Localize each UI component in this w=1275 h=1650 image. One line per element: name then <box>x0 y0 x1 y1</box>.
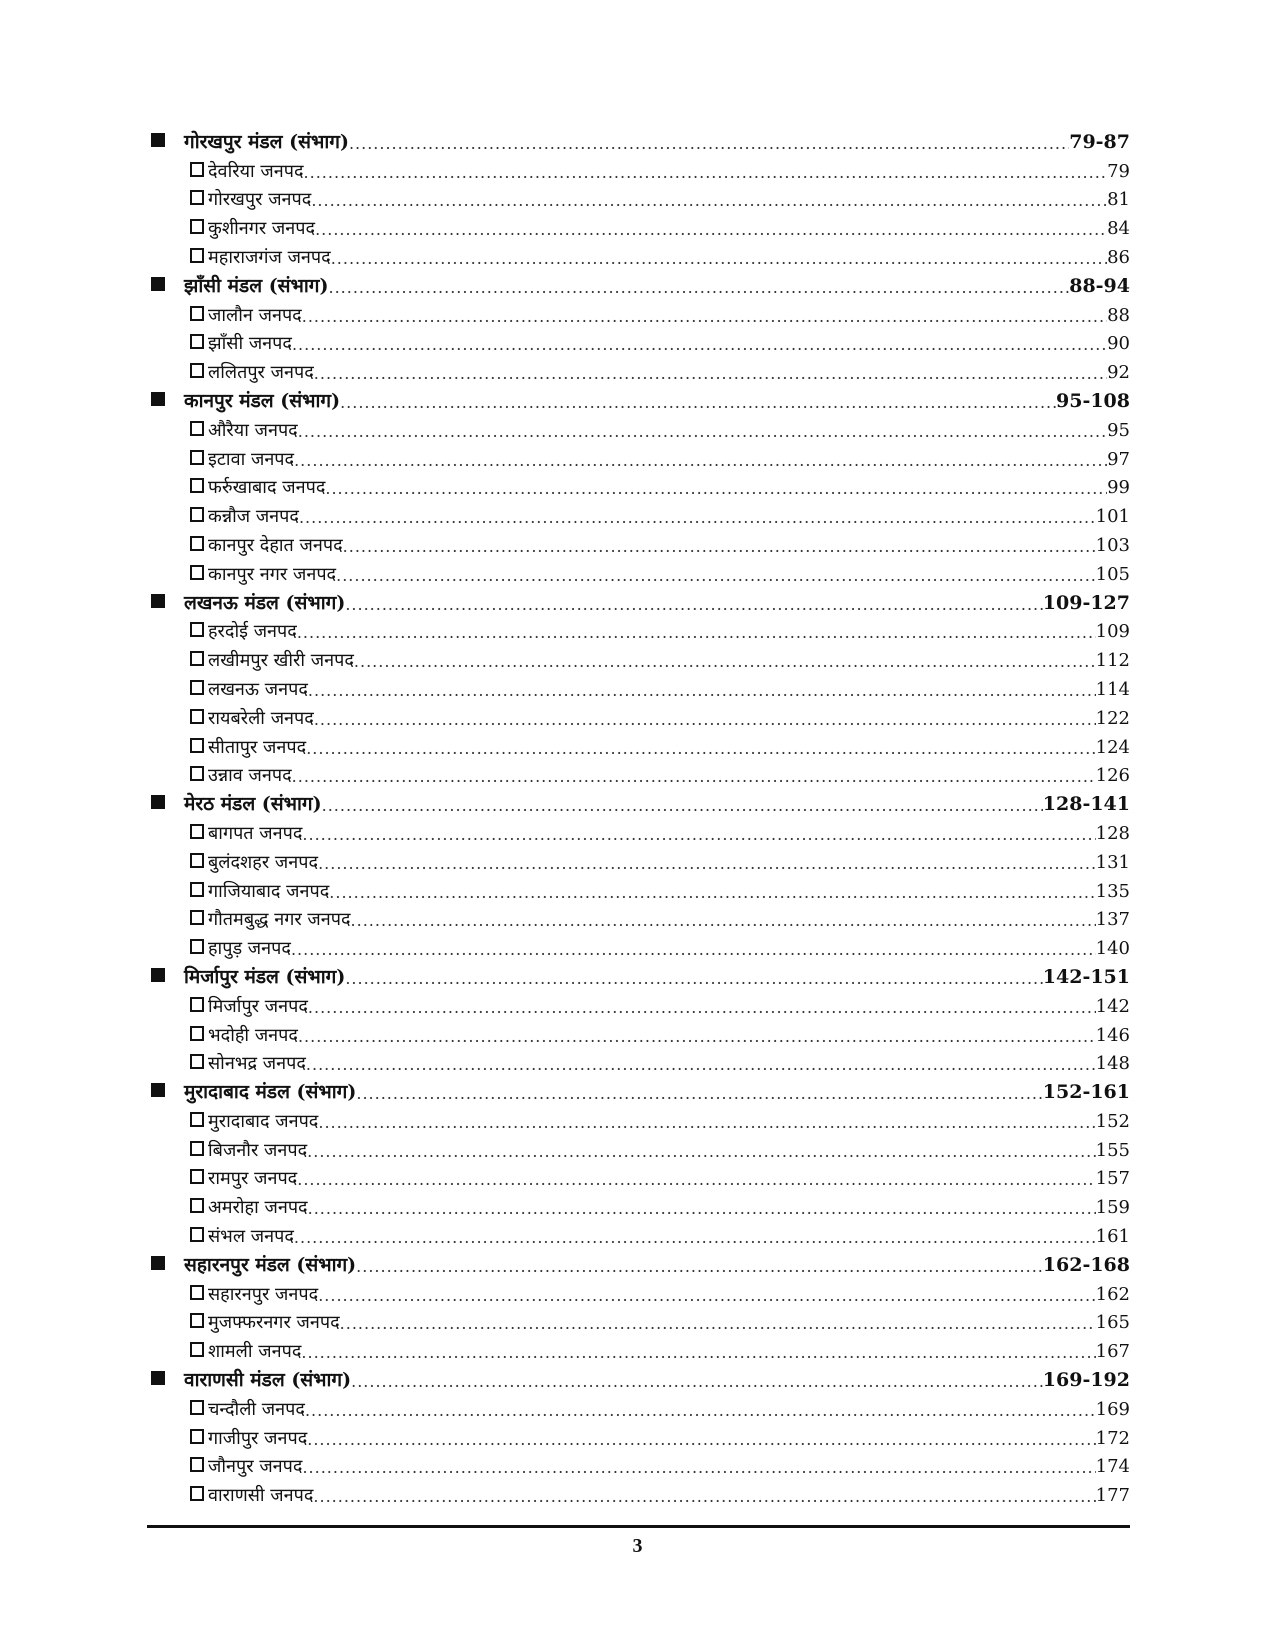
checkbox-square-icon <box>190 1227 204 1242</box>
toc-entry-pages: 162 <box>1095 1283 1130 1305</box>
toc-district-row[interactable] <box>147 731 1130 760</box>
dot-leader <box>308 683 1096 702</box>
toc-district-row[interactable] <box>147 472 1130 501</box>
toc-entry-pages: 95 <box>1107 419 1130 441</box>
checkbox-square-icon <box>190 1169 204 1184</box>
toc-district-row[interactable] <box>147 414 1130 443</box>
dot-leader <box>343 539 1096 558</box>
toc-entry-title: मुजफ्फरनगर जनपद <box>208 1312 340 1334</box>
toc-entry-title: बागपत जनपद <box>208 822 303 844</box>
toc-district-row[interactable] <box>147 1134 1130 1163</box>
toc-district-row[interactable] <box>147 1307 1130 1336</box>
toc-entry-pages: 146 <box>1095 1024 1130 1046</box>
toc-entry-pages: 167 <box>1095 1341 1130 1363</box>
checkbox-square-icon <box>190 421 204 436</box>
dot-leader <box>291 942 1096 961</box>
toc-entry-pages: 174 <box>1095 1456 1130 1478</box>
toc-entry-pages: 135 <box>1095 880 1130 902</box>
toc-district-row[interactable] <box>147 1278 1130 1307</box>
toc-entry-pages: 155 <box>1095 1139 1130 1161</box>
toc-entry-title: झाँसी जनपद <box>208 333 292 355</box>
toc-entry-pages: 112 <box>1095 650 1130 672</box>
checkbox-square-icon <box>190 622 204 637</box>
dot-leader <box>336 568 1096 587</box>
dot-leader <box>304 165 1108 184</box>
dot-leader <box>302 309 1107 328</box>
checkbox-square-icon <box>190 334 204 349</box>
toc-district-row[interactable] <box>147 443 1130 472</box>
toc-entry-title: मिर्जापुर जनपद <box>208 995 308 1017</box>
toc-district-row[interactable] <box>147 875 1130 904</box>
toc-entry-title: हापुड़ जनपद <box>208 938 291 960</box>
toc-entry-title: रायबरेली जनपद <box>208 707 314 729</box>
checkbox-square-icon <box>190 824 204 839</box>
toc-entry-pages: 172 <box>1095 1427 1130 1449</box>
square-bullet-icon <box>151 392 165 406</box>
toc-entry-title: गोरखपुर मंडल (संभाग) <box>184 130 349 153</box>
dot-leader <box>351 1374 1043 1393</box>
toc-entry-title: सहारनपुर जनपद <box>208 1283 319 1305</box>
dot-leader <box>297 1172 1095 1191</box>
toc-district-row[interactable] <box>147 500 1130 529</box>
square-bullet-icon <box>151 1256 165 1270</box>
dot-leader <box>294 1230 1096 1249</box>
toc-district-row[interactable] <box>147 673 1130 702</box>
toc-entry-pages: 114 <box>1095 678 1130 700</box>
toc-district-row[interactable] <box>147 212 1130 241</box>
checkbox-square-icon <box>190 1026 204 1041</box>
checkbox-square-icon <box>190 219 204 234</box>
toc-entry-title: कानपुर नगर जनपद <box>208 563 337 585</box>
toc-district-row[interactable] <box>147 990 1130 1019</box>
toc-entry-title: कानपुर देहात जनपद <box>208 534 343 556</box>
toc-entry-pages: 109-127 <box>1042 591 1130 614</box>
toc-entry-pages: 128 <box>1095 822 1130 844</box>
toc-entry-title: लखीमपुर खीरी जनपद <box>208 650 354 672</box>
checkbox-square-icon <box>190 680 204 695</box>
toc-entry-pages: 152-161 <box>1042 1081 1130 1104</box>
toc-entry-pages: 79 <box>1107 160 1130 182</box>
dot-leader <box>294 453 1107 472</box>
toc-entry-title: रामपुर जनपद <box>208 1168 298 1190</box>
toc-entry-pages: 79-87 <box>1069 130 1130 153</box>
toc-entry-title: मुरादाबाद मंडल (संभाग) <box>184 1081 357 1104</box>
dot-leader <box>325 481 1107 500</box>
toc-entry-pages: 177 <box>1095 1485 1130 1507</box>
toc-entry-title: सीतापुर जनपद <box>208 736 307 758</box>
toc-entry-pages: 97 <box>1107 448 1130 470</box>
toc-entry-title: संभल जनपद <box>208 1226 294 1248</box>
toc-district-row[interactable] <box>147 1191 1130 1220</box>
toc-entry-title: गाजीपुर जनपद <box>208 1427 308 1449</box>
dot-leader <box>302 1460 1095 1479</box>
footer-rule <box>147 1525 1130 1528</box>
toc-entry-title: जालौन जनपद <box>208 304 302 326</box>
checkbox-square-icon <box>190 1054 204 1069</box>
dot-leader <box>297 625 1096 644</box>
checkbox-square-icon <box>190 565 204 580</box>
toc-division-row[interactable] <box>147 1076 1130 1105</box>
toc-entry-pages: 137 <box>1095 909 1130 931</box>
checkbox-square-icon <box>190 478 204 493</box>
dot-leader <box>340 395 1056 414</box>
dot-leader <box>298 1029 1096 1048</box>
dot-leader <box>306 1057 1096 1076</box>
checkbox-square-icon <box>190 1429 204 1444</box>
toc-district-row[interactable] <box>147 1451 1130 1480</box>
toc-district-row[interactable] <box>147 1220 1130 1249</box>
toc-district-row[interactable] <box>147 1048 1130 1077</box>
toc-entry-pages: 159 <box>1095 1197 1130 1219</box>
toc-entry-title: मेरठ मंडल (संभाग) <box>184 793 322 816</box>
dot-leader <box>299 510 1096 529</box>
toc-entry-title: वाराणसी मंडल (संभाग) <box>184 1369 352 1392</box>
dot-leader <box>314 712 1096 731</box>
square-bullet-icon <box>151 277 165 291</box>
checkbox-square-icon <box>190 1400 204 1415</box>
checkbox-square-icon <box>190 1141 204 1156</box>
square-bullet-icon <box>151 1371 165 1385</box>
toc-entry-title: सहारनपुर मंडल (संभाग) <box>184 1253 357 1276</box>
toc-entry-pages: 88-94 <box>1069 274 1130 297</box>
toc-entry-pages: 169 <box>1095 1398 1130 1420</box>
dot-leader <box>301 1345 1095 1364</box>
toc-entry-title: अमरोहा जनपद <box>208 1197 308 1219</box>
toc-entry-pages: 142 <box>1095 995 1130 1017</box>
toc-division-row[interactable] <box>147 385 1130 414</box>
checkbox-square-icon <box>190 450 204 465</box>
dot-leader <box>313 1489 1095 1508</box>
toc-district-row[interactable] <box>147 299 1130 328</box>
dot-leader <box>302 827 1095 846</box>
toc-entry-pages: 99 <box>1107 477 1130 499</box>
toc-entry-title: औरैया जनपद <box>208 419 298 441</box>
square-bullet-icon <box>151 795 165 809</box>
checkbox-square-icon <box>190 1313 204 1328</box>
toc-entry-title: हरदोई जनपद <box>208 621 297 643</box>
square-bullet-icon <box>151 1083 165 1097</box>
toc-district-row[interactable] <box>147 817 1130 846</box>
square-bullet-icon <box>151 968 165 982</box>
checkbox-square-icon <box>190 853 204 868</box>
toc-entry-title: लखनऊ जनपद <box>208 678 308 700</box>
toc-entry-pages: 81 <box>1107 189 1130 211</box>
toc-district-row[interactable] <box>147 616 1130 645</box>
toc-entry-title: गौतमबुद्ध नगर जनपद <box>208 909 351 931</box>
toc-entry-title: गाजियाबाद जनपद <box>208 880 330 902</box>
toc-entry-pages: 128-141 <box>1042 793 1130 816</box>
toc-entry-pages: 105 <box>1095 563 1130 585</box>
toc-entry-title: जौनपुर जनपद <box>208 1456 303 1478</box>
toc-district-row[interactable] <box>147 1479 1130 1508</box>
checkbox-square-icon <box>190 1285 204 1300</box>
toc-district-row[interactable] <box>147 558 1130 587</box>
checkbox-square-icon <box>190 882 204 897</box>
checkbox-square-icon <box>190 1342 204 1357</box>
toc-entry-title: कुशीनगर जनपद <box>208 218 316 240</box>
toc-district-row[interactable] <box>147 644 1130 673</box>
dot-leader <box>311 193 1107 212</box>
toc-district-row[interactable] <box>147 904 1130 933</box>
toc-entry-pages: 124 <box>1095 736 1130 758</box>
checkbox-square-icon <box>190 363 204 378</box>
toc-entry-pages: 161 <box>1095 1226 1130 1248</box>
toc-division-row[interactable] <box>147 587 1130 616</box>
toc-entry-title: कानपुर मंडल (संभाग) <box>184 389 341 412</box>
checkbox-square-icon <box>190 1486 204 1501</box>
toc-entry-title: झाँसी मंडल (संभाग) <box>184 274 329 297</box>
toc-entry-title: उन्नाव जनपद <box>208 765 292 787</box>
checkbox-square-icon <box>190 507 204 522</box>
toc-division-row[interactable] <box>147 788 1130 817</box>
toc-entry-title: देवरिया जनपद <box>208 160 304 182</box>
dot-leader <box>306 741 1095 760</box>
dot-leader <box>307 1144 1095 1163</box>
toc-district-row[interactable] <box>147 760 1130 789</box>
toc-entry-title: मुरादाबाद जनपद <box>208 1110 319 1132</box>
toc-entry-pages: 86 <box>1107 246 1130 268</box>
page-number: 3 <box>632 1535 643 1557</box>
toc-entry-pages: 169-192 <box>1042 1369 1130 1392</box>
toc-district-row[interactable] <box>147 1335 1130 1364</box>
dot-leader <box>307 1432 1095 1451</box>
square-bullet-icon <box>151 133 165 147</box>
toc-entry-pages: 95-108 <box>1056 389 1130 412</box>
toc-entry-title: सोनभद्र जनपद <box>208 1053 306 1075</box>
toc-entry-title: चन्दौली जनपद <box>208 1398 305 1420</box>
toc-entry-pages: 84 <box>1107 218 1130 240</box>
checkbox-square-icon <box>190 738 204 753</box>
dot-leader <box>349 136 1069 155</box>
toc-entry-title: इटावा जनपद <box>208 448 295 470</box>
checkbox-square-icon <box>190 248 204 263</box>
checkbox-square-icon <box>190 190 204 205</box>
toc-entry-pages: 148 <box>1095 1053 1130 1075</box>
dot-leader <box>356 1259 1043 1278</box>
toc-entry-title: गोरखपुर जनपद <box>208 189 312 211</box>
toc-district-row[interactable] <box>147 1422 1130 1451</box>
toc-entry-title: ललितपुर जनपद <box>208 362 314 384</box>
toc-entry-pages: 140 <box>1095 938 1130 960</box>
toc-division-row[interactable] <box>147 1249 1130 1278</box>
toc-district-row[interactable] <box>147 1393 1130 1422</box>
checkbox-square-icon <box>190 1457 204 1472</box>
dot-leader <box>298 424 1107 443</box>
dot-leader <box>345 971 1042 990</box>
checkbox-square-icon <box>190 1198 204 1213</box>
dot-leader <box>329 280 1070 299</box>
checkbox-square-icon <box>190 651 204 666</box>
toc-division-row[interactable] <box>147 126 1130 155</box>
checkbox-square-icon <box>190 939 204 954</box>
toc-entry-title: शामली जनपद <box>208 1341 302 1363</box>
toc-entry-pages: 142-151 <box>1042 965 1130 988</box>
toc-entry-pages: 157 <box>1095 1168 1130 1190</box>
toc-entry-title: भदोही जनपद <box>208 1024 298 1046</box>
toc-district-row[interactable] <box>147 1105 1130 1134</box>
toc-entry-pages: 103 <box>1095 534 1130 556</box>
dot-leader <box>308 1000 1096 1019</box>
toc-district-row[interactable] <box>147 328 1130 357</box>
toc-district-row[interactable] <box>147 846 1130 875</box>
dot-leader <box>345 597 1042 616</box>
toc-division-row[interactable] <box>147 270 1130 299</box>
dot-leader <box>340 1316 1096 1335</box>
table-of-contents <box>147 126 1130 1508</box>
checkbox-square-icon <box>190 910 204 925</box>
dot-leader <box>308 1201 1096 1220</box>
toc-district-row[interactable] <box>147 241 1130 270</box>
toc-entry-title: वाराणसी जनपद <box>208 1485 314 1507</box>
toc-entry-title: बिजनौर जनपद <box>208 1139 308 1161</box>
toc-entry-pages: 165 <box>1095 1312 1130 1334</box>
toc-entry-pages: 101 <box>1095 506 1130 528</box>
square-bullet-icon <box>151 594 165 608</box>
toc-entry-pages: 122 <box>1095 707 1130 729</box>
dot-leader <box>292 769 1096 788</box>
checkbox-square-icon <box>190 1112 204 1127</box>
toc-district-row[interactable] <box>147 184 1130 213</box>
toc-entry-pages: 131 <box>1095 851 1130 873</box>
toc-division-row[interactable] <box>147 1364 1130 1393</box>
toc-district-row[interactable] <box>147 1163 1130 1192</box>
checkbox-square-icon <box>190 536 204 551</box>
toc-entry-title: लखनऊ मंडल (संभाग) <box>184 591 346 614</box>
toc-district-row[interactable] <box>147 155 1130 184</box>
dot-leader <box>292 337 1107 356</box>
toc-entry-pages: 152 <box>1095 1110 1130 1132</box>
toc-division-row[interactable] <box>147 961 1130 990</box>
toc-entry-pages: 92 <box>1107 362 1130 384</box>
toc-district-row[interactable] <box>147 932 1130 961</box>
dot-leader <box>315 222 1107 241</box>
checkbox-square-icon <box>190 709 204 724</box>
toc-entry-title: मिर्जापुर मंडल (संभाग) <box>184 965 346 988</box>
toc-district-row[interactable] <box>147 702 1130 731</box>
dot-leader <box>318 856 1096 875</box>
dot-leader <box>318 1115 1095 1134</box>
toc-district-row[interactable] <box>147 356 1130 385</box>
dot-leader <box>318 1288 1095 1307</box>
toc-entry-pages: 126 <box>1095 765 1130 787</box>
toc-district-row[interactable] <box>147 529 1130 558</box>
toc-entry-title: कन्नौज जनपद <box>208 506 299 528</box>
dot-leader <box>329 885 1095 904</box>
dot-leader <box>331 251 1107 270</box>
checkbox-square-icon <box>190 997 204 1012</box>
toc-entry-pages: 109 <box>1095 621 1130 643</box>
toc-entry-title: बुलंदशहर जनपद <box>208 851 319 873</box>
checkbox-square-icon <box>190 766 204 781</box>
dot-leader <box>322 798 1043 817</box>
toc-entry-title: फर्रुखाबाद जनपद <box>208 477 326 499</box>
toc-district-row[interactable] <box>147 1019 1130 1048</box>
checkbox-square-icon <box>190 162 204 177</box>
dot-leader <box>356 1086 1042 1105</box>
toc-entry-pages: 162-168 <box>1042 1253 1130 1276</box>
toc-entry-pages: 90 <box>1107 333 1130 355</box>
toc-entry-pages: 88 <box>1107 304 1130 326</box>
dot-leader <box>305 1403 1096 1422</box>
dot-leader <box>351 913 1096 932</box>
checkbox-square-icon <box>190 306 204 321</box>
toc-entry-title: महाराजगंज जनपद <box>208 246 331 268</box>
dot-leader <box>354 654 1096 673</box>
dot-leader <box>314 366 1107 385</box>
